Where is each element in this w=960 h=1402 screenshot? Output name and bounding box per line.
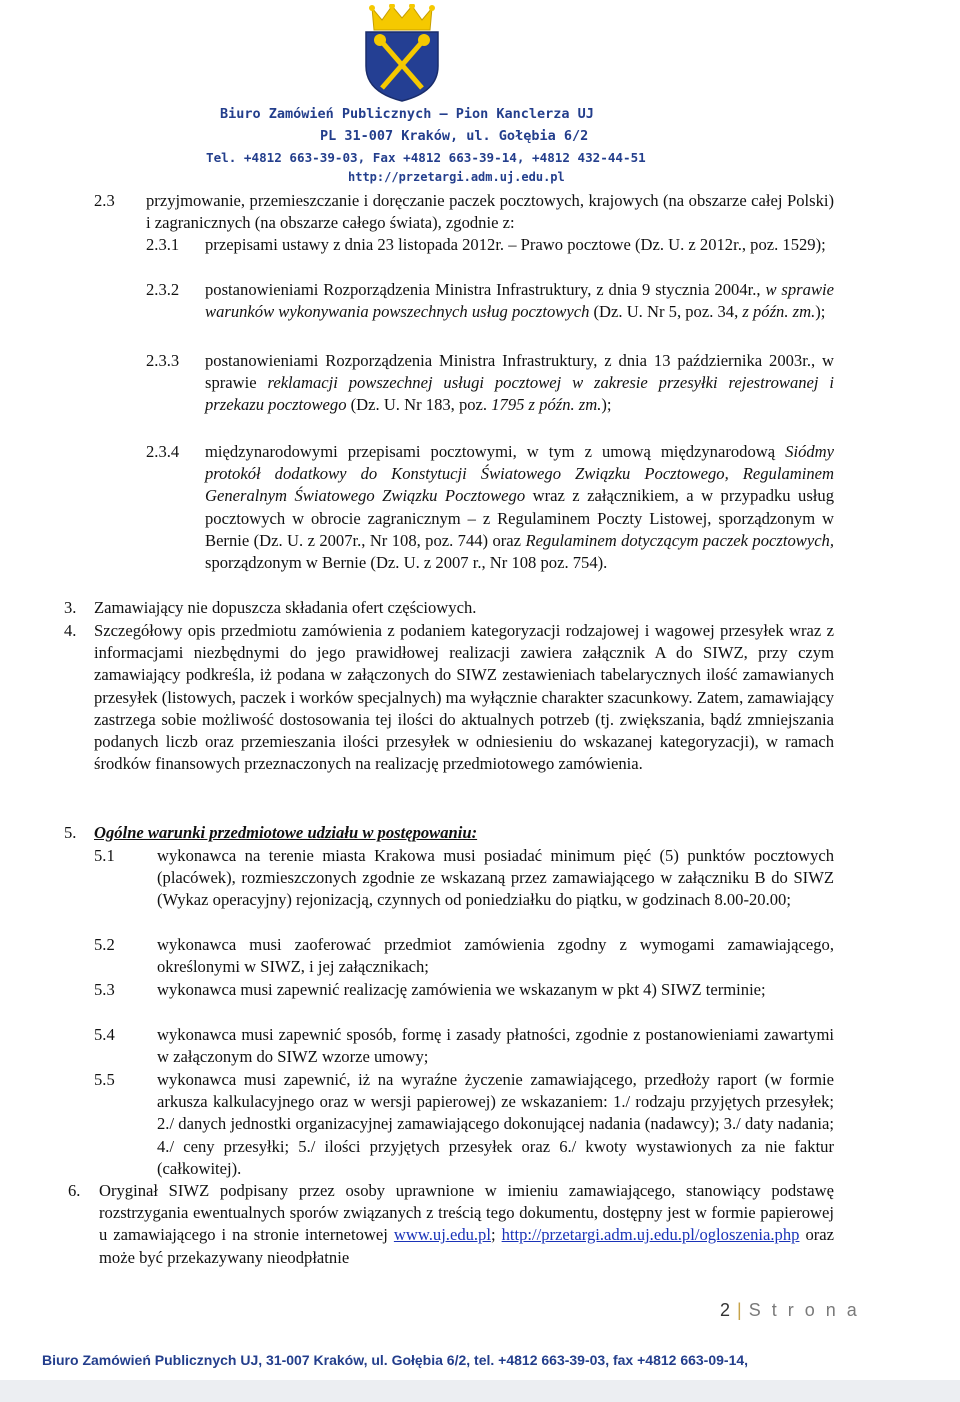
header-unit-name: Biuro Zamówień Publicznych – Pion Kanclerza UJ <box>220 106 594 122</box>
letterhead <box>0 0 960 190</box>
section-3-text: Zamawiający nie dopuszcza składania ofert częściowych. <box>94 598 477 617</box>
italic-text: w sprawie warunków wykonywania powszechnych usług pocztowych <box>205 280 834 322</box>
item-number: 5.3 <box>94 980 115 999</box>
header-url: http://przetargi.adm.uj.edu.pl <box>348 170 565 184</box>
text: ); <box>601 395 612 415</box>
section-4-text: Szczegółowy opis przedmiotu zamówienia z podaniem kategoryzacji rodzajowej i wagowej przesyłek wraz z informacjami niezbędnymi do jego prawidłowej realizacji zawiera załącznik A do SIWZ, przy czym zamawiający podkreśla, iż podana w załączonych do SIWZ zestawieniach tabelarycznych ilość zamawianych przesyłek (listowych, paczek i worków specjalnych) ma wyłącznie charakter szacunkowy. Zatem, zamawiający zastrzega sobie możliwość dostosowania tej ilości do aktualnych potrzeb (tj. zwiększania, bądź zmniejszania podanych liczb oraz przemieszania ilości przesyłek w odniesieniu do wskazanej kategoryzacji), w ramach środków finansowych przeznaczonych na realizację przedmiotowego zamówienia. <box>94 621 834 774</box>
section-2-3-3-text <box>205 350 834 417</box>
section-number: 5. <box>64 823 77 842</box>
text: sporządzonym w Bernie (Dz. U. z 2007 r., Nr 108 poz. 754). <box>205 553 608 573</box>
item-5-2-text: wykonawca musi zaoferować przedmiot zamówienia zgodny z wymogami zamawiającego, określonymi w SIWZ, i jej załącznikach; <box>157 935 834 977</box>
italic-text: Siódmy protokół dodatkowy do Konstytucji Światowego Związku Pocztowego, Regulaminem Generalnym Światowego Związku Pocztowego <box>205 442 835 506</box>
item-number: 5.1 <box>94 846 115 865</box>
item-number: 5.2 <box>94 935 115 954</box>
section-number: 2.3.1 <box>146 235 180 254</box>
section-number: 4. <box>64 621 77 640</box>
item-number: 5.5 <box>94 1070 115 1089</box>
text: międzynarodowymi przepisami pocztowymi, w tym z umową międzynarodową <box>205 442 776 461</box>
footer-bar <box>0 1380 960 1402</box>
text: Oryginał SIWZ podpisany przez osoby uprawnione w imieniu zamawiającego, stanowiący podstawę rozstrzygania ewentualnych sporów związanych z treścią tego dokumentu, dostępny jest w formie papierowej u zamawiającego i na stronie internetowej <box>99 1181 834 1245</box>
page-num: 2 <box>720 1300 732 1320</box>
italic-text: reklamacji powszechnej usługi pocztowej w zakresie przesyłki rejestrowanej i przekazu pocztowego <box>205 373 834 415</box>
header-address: PL 31-007 Kraków, ul. Gołębia 6/2 <box>320 128 589 144</box>
text: postanowieniami Rozporządzenia Ministra Infrastruktury, z dnia 9 stycznia 2004r., <box>205 280 761 299</box>
section-number: 6. <box>68 1181 81 1200</box>
section-5-title <box>94 822 834 844</box>
text: wraz z załącznikiem, a w przypadku usług pocztowych w obrocie zagranicznym – z Regulaminem Poczty Listowej, sporządzonym w Bernie (Dz. U. z 2007r., Nr 108, poz. 744) oraz <box>205 486 835 550</box>
section-2-3-text <box>146 190 834 234</box>
link-przetargi[interactable]: http://przetargi.adm.uj.edu.pl/ogloszenia.php <box>501 1225 800 1245</box>
text: postanowieniami Rozporządzenia Ministra Infrastruktury, z dnia 13 października 2003r., w sprawie <box>205 351 834 393</box>
section-2-3-4-text <box>205 441 834 574</box>
text: oraz może być przekazywany nieodpłatnie <box>99 1225 835 1267</box>
section-number: 2.3.4 <box>146 442 180 461</box>
section-number: 2.3 <box>94 191 115 210</box>
section-text: przyjmowanie, przemieszczanie i doręczanie paczek pocztowych, krajowych (na obszarze całej Polski) i zagranicznych (na obszarze całego świata), zgodnie z: <box>146 191 834 233</box>
section-2-3-1-text: przepisami ustawy z dnia 23 listopada 2012r. – Prawo pocztowe (Dz. U. z 2012r., poz. 1529); <box>205 235 826 254</box>
section-2-3-2-text <box>205 279 834 323</box>
section-6-text <box>99 1180 834 1269</box>
page-separator: | <box>737 1300 743 1320</box>
section-number: 2.3.3 <box>146 351 180 370</box>
page-label: S t r o n a <box>748 1300 860 1320</box>
section-number: 2.3.2 <box>146 280 180 299</box>
item-5-1-text: wykonawca na terenie miasta Krakowa musi posiadać minimum pięć (5) punktów pocztowych (placówek), rozmieszczonych zgodnie ze wskazaną przez zamawiającego w załączniku B do SIWZ (Wykaz operacyjny) rejonizacją, czynnych od poniedziałku do piątku, w godzinach 8.00-20.00; <box>157 846 834 910</box>
text: ); <box>815 302 826 322</box>
section-number: 3. <box>64 598 77 617</box>
link-uj-edu[interactable]: www.uj.edu.pl <box>393 1225 491 1245</box>
text: (Dz. U. Nr 183, poz. <box>350 395 488 415</box>
italic-text: Regulaminem dotyczącym paczek pocztowych, <box>525 530 834 550</box>
text: (Dz. U. Nr 5, poz. 34, <box>593 302 739 322</box>
footer-address: Biuro Zamówień Publicznych UJ, 31-007 Kraków, ul. Gołębia 6/2, tel. +4812 663-39-03, fax +4812 663-09-14, <box>42 1352 749 1368</box>
section-title: Ogólne warunki przedmiotowe udziału w postępowaniu: <box>94 823 478 842</box>
text: ; <box>490 1225 496 1245</box>
page-number <box>720 1300 860 1321</box>
item-5-5-text: wykonawca musi zapewnić, iż na wyraźne życzenie zamawiającego, przedłoży raport (w formie arkusza kalkulacyjnego oraz w wersji papierowej) ze wskazaniem: 1./ rodzaju przyjętych przesyłek; 2./ danych jednostki organizacyjnej zamawiającego dokonującej nadania (nadawcy); 3./ daty nadania; 4./ ceny przesyłki; 5./ ilości przyjętych przesyłek oraz 6./ kwoty wystawionych za nie faktur (całkowitej). <box>157 1070 834 1178</box>
item-5-3-text: wykonawca musi zapewnić realizację zamówienia we wskazanym w pkt 4) SIWZ terminie; <box>157 980 766 999</box>
header-phone: Tel. +4812 663-39-03, Fax +4812 663-39-14, +4812 432-44-51 <box>206 150 646 165</box>
italic-text: 1795 z późn. zm. <box>491 395 602 415</box>
jagiellonian-crest-logo <box>360 4 444 102</box>
italic-text: z późn. zm. <box>742 302 816 322</box>
item-5-4-text: wykonawca musi zapewnić sposób, formę i zasady płatności, zgodnie z postanowieniami zawartymi w załączonym do SIWZ wzorze umowy; <box>157 1025 834 1067</box>
item-number: 5.4 <box>94 1025 115 1044</box>
